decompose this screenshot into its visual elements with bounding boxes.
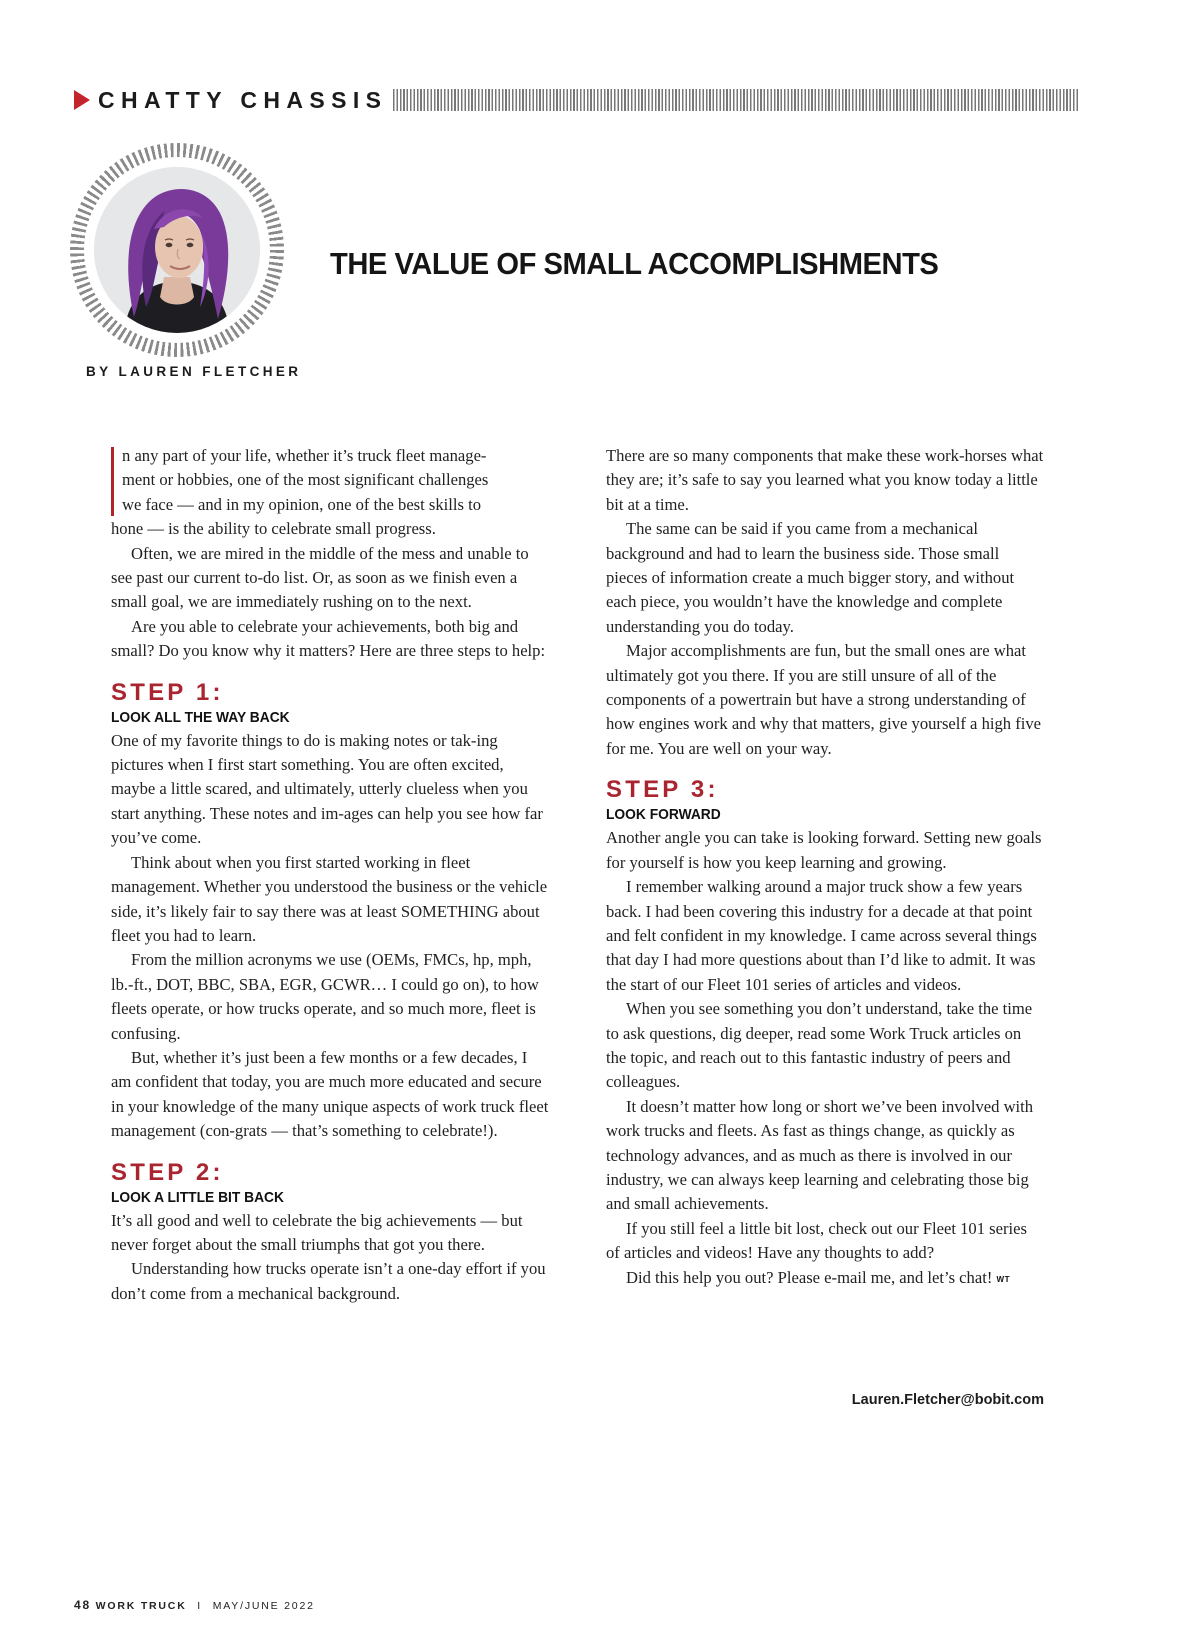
body-paragraph: One of my favorite things to do is making notes or tak-ing pictures when I first start something. You are often excited, maybe a little scared, and ultimately, utterly clueless when you start anything. These notes and im-ages can help you see how far you’ve come. [111, 730, 543, 848]
author-email[interactable]: Lauren.Fletcher@bobit.com [851, 1392, 1044, 1408]
body-paragraph: Major accomplishments are fun, but the small ones are what ultimately got you there. If you are still unsure of all of the components of a powertrain but have a strong understanding of how engines work and why that matters, give yourself a high five for me. You are well on your way. [606, 641, 1042, 758]
step-2-subheading: LOOK A LITTLE BIT BACK [111, 1188, 285, 1206]
footer-separator: I [197, 1600, 203, 1612]
step-1-subheading: LOOK ALL THE WAY BACK [111, 708, 290, 726]
body-paragraph: It doesn’t matter how long or short we’ve been involved with work trucks and fleets. As fast as things change, as quickly as technology advances, and as much as there is involved in our industry, we can always keep learning and celebrating those big and small achievements. [606, 1096, 1034, 1214]
section-name: CHATTY CHASSIS [98, 86, 388, 113]
body-paragraph: Think about when you first started working in fleet management. Whether you understood the business or the vehicle side, it’s likely fair to say there was at least SOMETHING about fleet you had to learn. [111, 852, 548, 945]
body-paragraph: But, whether it’s just been a few months or a few decades, I am confident that today, you are much more educated and secure in your knowledge of the many unique aspects of work truck fleet management (con-grats — that’s something to celebrate!). [111, 1047, 549, 1141]
step-3-subheading: LOOK FORWARD [606, 806, 721, 824]
step-3-heading: STEP 3: [606, 776, 719, 804]
author-portrait [70, 143, 284, 357]
play-triangle-icon [74, 90, 90, 110]
section-header [74, 86, 1078, 114]
signoff-mark: WT [996, 1274, 1010, 1284]
magazine-name: WORK TRUCK [95, 1600, 187, 1612]
header-hatch-rule [393, 89, 1078, 111]
closing-paragraph [606, 1266, 1044, 1292]
body-paragraph: The same can be said if you came from a mechanical background and had to learn the business side. Those small pieces of information create a much bigger story, and without each piece, you wouldn’t have the knowledge and complete understanding you do today. [606, 519, 1015, 636]
intro-line: hone — is the ability to celebrate small progress. [111, 519, 436, 539]
byline: BY LAUREN FLETCHER [86, 364, 302, 379]
intro-line: ment or hobbies, one of the most significant challenges [122, 470, 489, 490]
article-title: THE VALUE OF SMALL ACCOMPLISHMENTS [330, 246, 939, 281]
body-paragraph: From the million acronyms we use (OEMs, FMCs, hp, mph, lb.-ft., DOT, BBC, SBA, EGR, GCWR… I could go on), to how fleets operate, or how trucks operate, and so much more, fleet is confusing. [111, 950, 539, 1043]
page-footer [74, 1598, 315, 1612]
article-column-left [111, 444, 549, 1306]
body-paragraph: I remember walking around a major truck show a few years back. I had been covering this industry for a decade at that point and felt confident in my knowledge. I came across several things that day I had more questions about than I’d like to admit. It was the start of our Fleet 101 series of articles and videos. [606, 877, 1037, 994]
body-paragraph: There are so many components that make these work-horses what they are; it’s safe to say you learned what you know today a little bit at a time. [606, 446, 1044, 514]
issue-date: MAY/JUNE 2022 [212, 1600, 315, 1612]
drop-cap-bar [111, 447, 114, 516]
body-paragraph: When you see something you don’t understand, take the time to ask questions, dig deeper, read some Work Truck articles on the topic, and reach out to this fantastic industry of peers and colleagues. [606, 999, 1033, 1092]
body-paragraph: Another angle you can take is looking forward. Setting new goals for yourself is how you keep learning and growing. [606, 828, 1042, 872]
body-paragraph: Often, we are mired in the middle of the mess and unable to see past our current to-do list. Or, as soon as we finish even a small goal, we are immediately rushing on to the next. [111, 543, 529, 612]
body-paragraph: Understanding how trucks operate isn’t a one-day effort if you don’t come from a mechanical background. [111, 1259, 546, 1303]
article-column-right [606, 444, 1044, 1292]
intro-line: n any part of your life, whether it’s truck fleet manage- [122, 446, 487, 465]
intro-line: we face — and in my opinion, one of the best skills to [122, 494, 482, 514]
page-number: 48 [74, 1598, 91, 1612]
body-paragraph: It’s all good and well to celebrate the big achievements — but never forget about the small triumphs that got you there. [111, 1210, 523, 1254]
step-1-heading: STEP 1: [111, 678, 224, 706]
body-paragraph: If you still feel a little bit lost, check out our Fleet 101 series of articles and videos! Have any thoughts to add? [606, 1218, 1027, 1263]
intro-paragraph [111, 444, 549, 542]
step-2-heading: STEP 2: [111, 1158, 224, 1186]
author-photo-illustration [94, 167, 260, 333]
closing-text: Did this help you out? Please e-mail me, and let’s chat! [626, 1267, 993, 1287]
author-photo [94, 167, 260, 333]
body-paragraph: Are you able to celebrate your achievements, both big and small? Do you know why it matters? Here are three steps to help: [111, 616, 546, 661]
